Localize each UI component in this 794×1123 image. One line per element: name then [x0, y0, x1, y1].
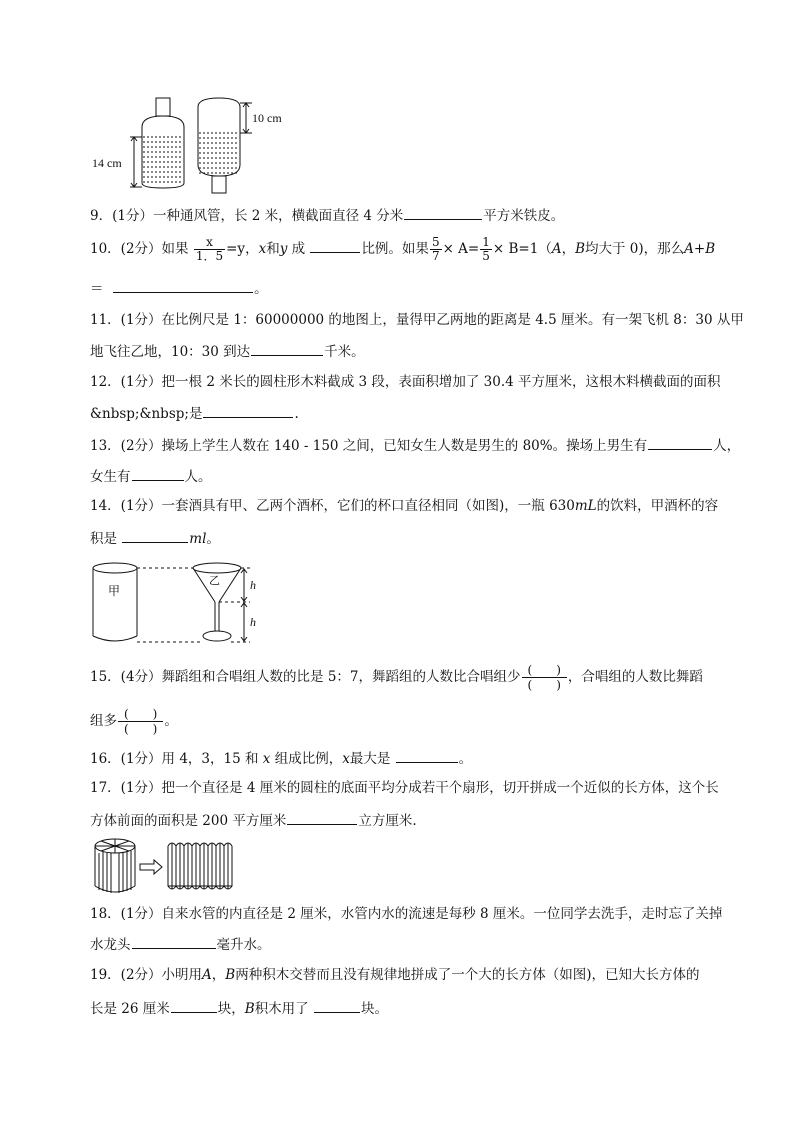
- question-12-line-2: &nbsp;&nbsp;是 .: [90, 403, 299, 423]
- question-15: 15．(4分）舞蹈组和合唱组人数的比是 5：7，舞蹈组的人数比合唱组少 ( ) ( ) ，合唱组的人数比舞蹈: [90, 663, 703, 692]
- q9-answer-blank[interactable]: [404, 205, 482, 220]
- q12-answer-blank[interactable]: [203, 403, 293, 418]
- q15-fraction-blank-2[interactable]: ( ) ( ): [118, 707, 163, 736]
- bottle-label-top: 10 cm: [252, 111, 282, 125]
- bottle-label-side: 14 cm: [92, 156, 122, 170]
- cups-figure: [90, 560, 280, 648]
- question-14-line-2: 积是 ml。: [90, 528, 220, 548]
- q13-blank-boys[interactable]: [648, 435, 712, 450]
- question-10: 10．(2分）如果 $\frac{x}{1.5}$ =y，x和y 成 比例。如果 $\frac{5}{7}$ × A= $\frac{1}{5}$ × B=1（A，B均大于 0)，那么A+B: [90, 235, 716, 263]
- q17-answer-blank[interactable]: [287, 810, 357, 825]
- question-19-line-2: 长是 26 厘米 块，B积木用了 块。: [90, 998, 388, 1018]
- question-15-line-2: 组多 ( ) ( ) 。: [90, 707, 178, 736]
- question-14: 14．(1分）一套酒具有甲、乙两个酒杯，它们的杯口直径相同（如图)，一瓶 630mL的饮料，甲酒杯的容: [90, 498, 719, 514]
- q19-blank-1[interactable]: [171, 998, 217, 1013]
- q15-fraction-blank-1[interactable]: ( ) ( ): [522, 663, 567, 692]
- question-17: 17．(1分）把一个直径是 4 厘米的圆柱的底面平均分成若干个扇形，切开拼成一个近似的长方体，这个长: [90, 780, 719, 796]
- cylinder-cup-jia: [93, 563, 137, 641]
- q16-answer-blank[interactable]: [396, 748, 458, 763]
- q10-fraction-x: $\frac{x}{1.5}$: [195, 235, 224, 263]
- q18-answer-blank[interactable]: [132, 934, 216, 949]
- question-18-line-2: 水龙头 毫升水。: [90, 934, 271, 954]
- q11-answer-blank[interactable]: [251, 341, 323, 356]
- question-11-line-2: 地飞往乙地，10：30 到达 千米。: [90, 341, 365, 361]
- q10-fraction-1-5: $\frac{1}{5}$: [482, 235, 490, 263]
- q10-blank-1[interactable]: [310, 238, 360, 253]
- q19-blank-2[interactable]: [314, 998, 360, 1013]
- question-19: 19．(2分）小明用A，B两种积木交替而且没有规律地拼成了一个大的长方体（如图)，已知大长方体的: [90, 967, 700, 983]
- cylinder-to-cuboid-figure: [90, 836, 240, 896]
- question-13-line-2: 女生有 人。: [90, 466, 212, 486]
- question-9: 9．(1分）一种通风管，长 2 米，横截面直径 4 分米 平方米铁皮。: [90, 205, 564, 225]
- label-h-2: h: [250, 615, 256, 629]
- right-bottle: [198, 98, 252, 193]
- question-18: 18．(1分）自来水管的内直径是 2 厘米，水管内水的流速是每秒 8 厘米。一位同学去洗手，走时忘了关掉: [90, 906, 723, 922]
- q10-blank-2[interactable]: [113, 278, 253, 293]
- left-bottle: [130, 98, 184, 188]
- q13-blank-girls[interactable]: [132, 466, 184, 481]
- label-jia: 甲: [108, 584, 121, 598]
- q10-fraction-5-7: $\frac{5}{7}$: [431, 235, 440, 263]
- question-11: 11．(1分）在比例尺是 1：60000000 的地图上，量得甲乙两地的距离是 4.5 厘米。有一架飞机 8：30 从甲: [90, 312, 744, 328]
- question-17-line-2: 方体前面的面积是 200 平方厘米 立方厘米.: [90, 810, 417, 830]
- question-12: 12．(1分）把一根 2 米长的圆柱形木料截成 3 段，表面积增加了 30.4 平方厘米，这根木料横截面的面积: [90, 374, 721, 390]
- question-13: 13．(2分）操场上学生人数在 140 - 150 之间，已知女生人数是男生的 80%。操场上男生有 人，: [90, 435, 740, 455]
- question-16: 16．(1分）用 4，3，15 和 x 组成比例，x最大是 。: [90, 748, 472, 768]
- label-yi: 乙: [209, 574, 220, 587]
- q14-answer-blank[interactable]: [122, 528, 188, 543]
- bottles-figure: [90, 95, 300, 195]
- question-10-line-2: ＝ 。: [90, 278, 268, 298]
- label-h-1: h: [250, 578, 256, 592]
